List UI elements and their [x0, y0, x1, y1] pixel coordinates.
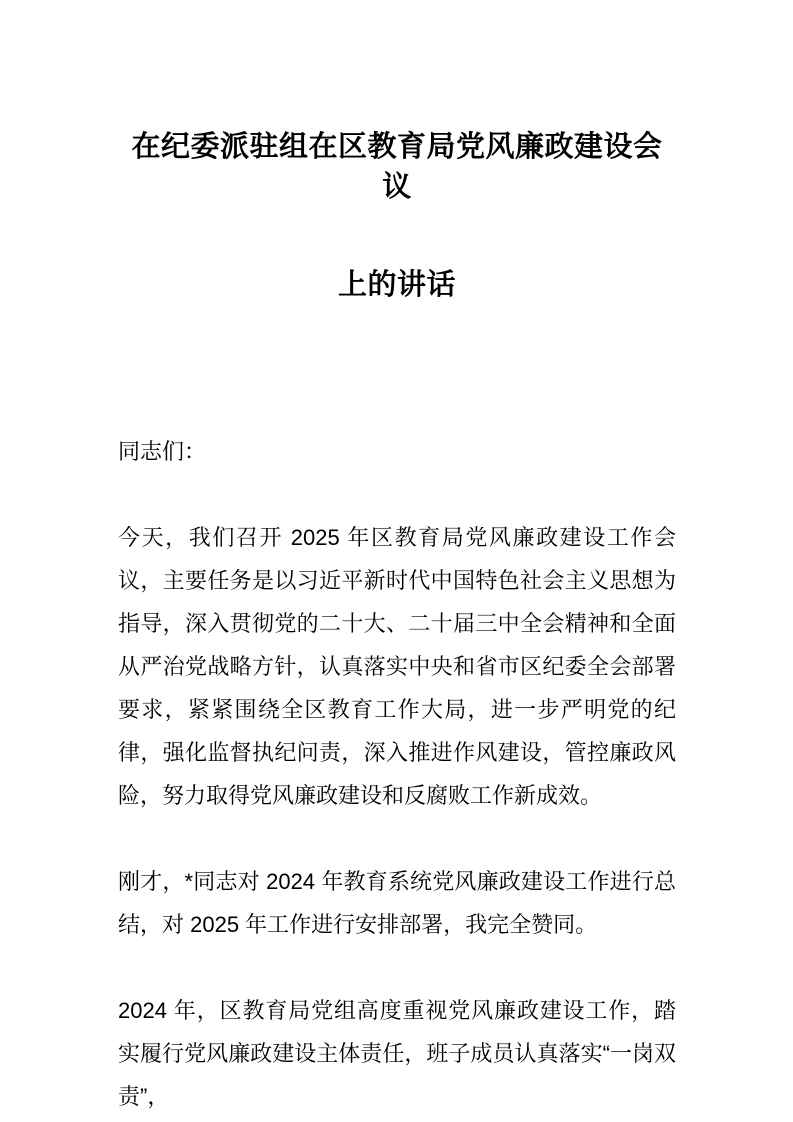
document-title-line-2: 上的讲话 [337, 269, 456, 301]
document-title [118, 127, 676, 305]
document-title-line-1: 在纪委派驻组在区教育局党风廉政建设会议 [131, 131, 663, 203]
paragraph-2024-review: 2024 年，区教育局党组高度重视党风廉政建设工作，踏实履行党风廉政建设主体责任，班子成员认真落实“一岗双责”， [118, 998, 676, 1109]
paragraph-salutation: 同志们： [118, 439, 207, 464]
paragraph-meeting-purpose: 今天，我们召开 2025 年区教育局党风廉政建设工作会议，主要任务是以习近平新时代中国特色社会主义思想为指导，深入贯彻党的二十大、二十届三中全会精神和全面从严治党战略方针，认真落实中央和省市区纪委全会部署要求，紧紧围绕全区教育工作大局，进一步严明党的纪律，强化监督执纪问责，深入推进作风建设，管控廉政风险，努力取得党风廉政建设和反腐败工作新成效。 [118, 525, 676, 808]
paragraph-endorsement: 刚才，*同志对 2024 年教育系统党风廉政建设工作进行总结，对 2025 年工作进行安排部署，我完全赞同。 [118, 869, 676, 937]
document-body [118, 430, 676, 1118]
